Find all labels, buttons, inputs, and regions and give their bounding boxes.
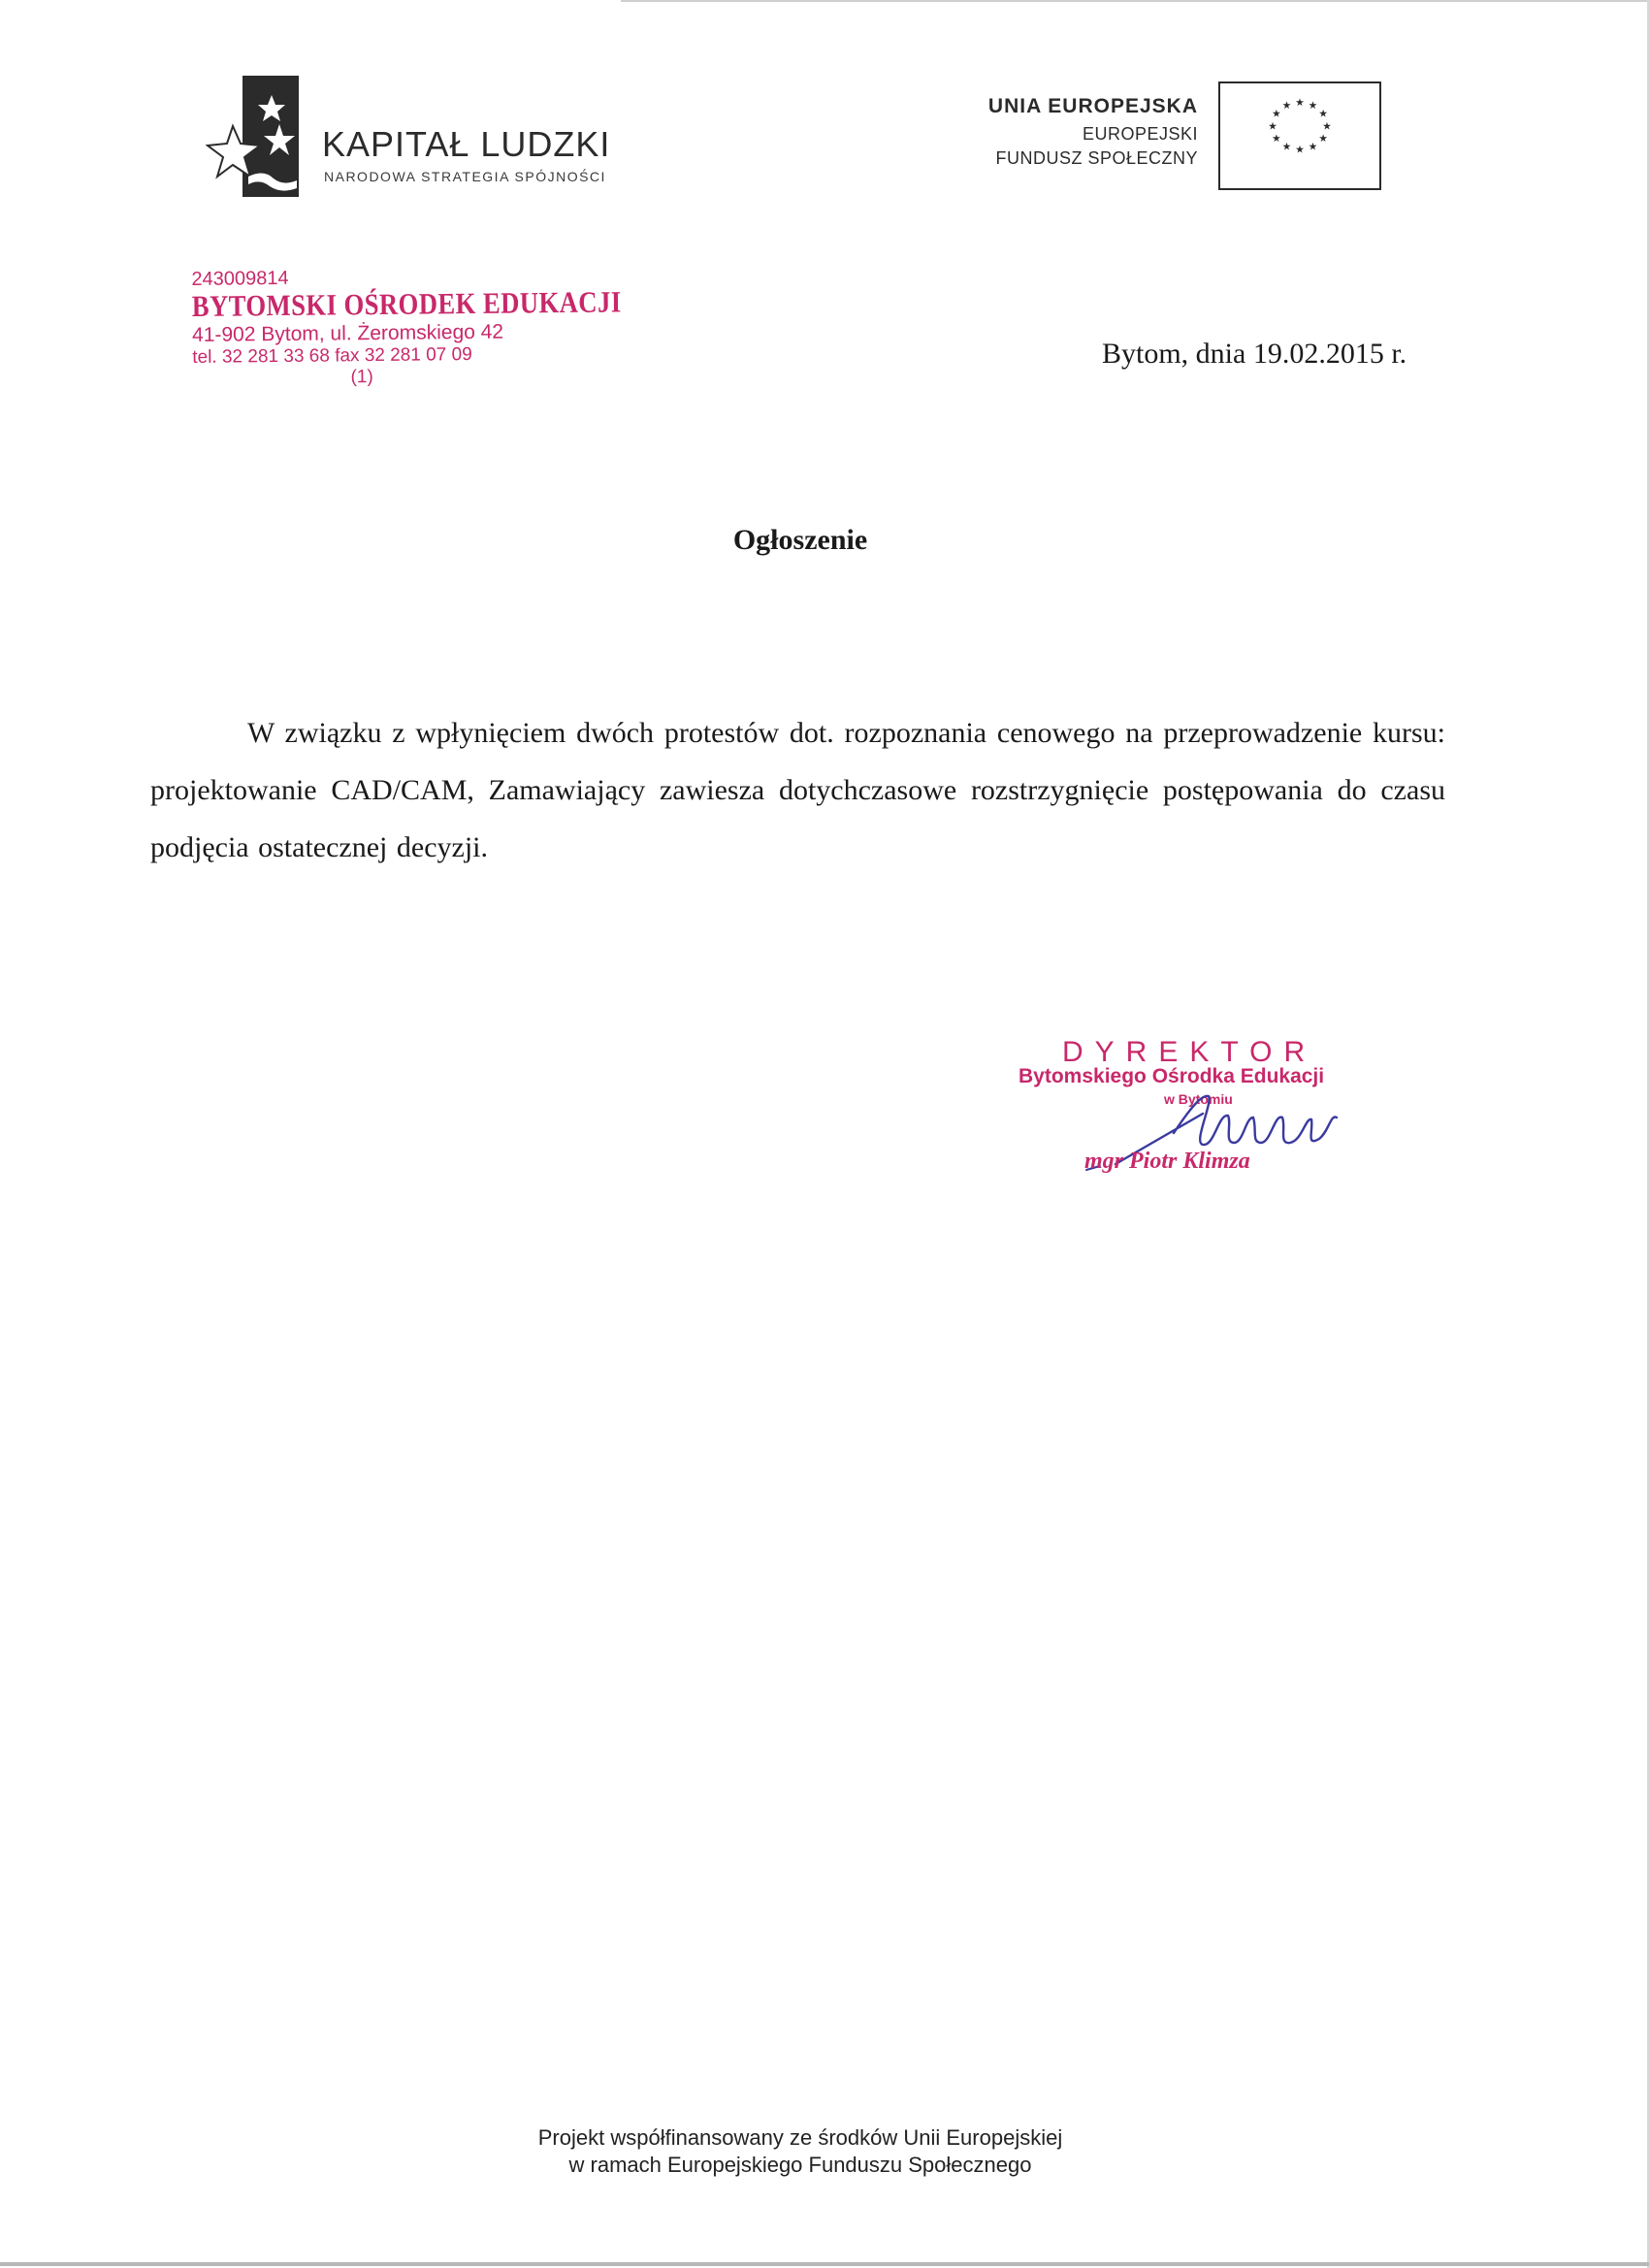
kapital-ludzki-subtitle: NARODOWA STRATEGIA SPÓJNOŚCI — [324, 169, 606, 184]
stamp-regon: 243009814 — [191, 267, 289, 290]
kapital-ludzki-mark-icon — [206, 76, 317, 197]
scan-edge-bottom — [0, 2262, 1649, 2266]
footer — [0, 2124, 1600, 2179]
svg-text:★: ★ — [1272, 108, 1281, 120]
stamp-number: (1) — [350, 367, 373, 388]
svg-text:★: ★ — [1295, 144, 1305, 156]
eu-logo-text — [988, 95, 1198, 169]
svg-text:★: ★ — [1268, 120, 1277, 133]
institution-stamp — [191, 265, 622, 390]
director-stamp-organization: Bytomskiego Ośrodka Edukacji — [1018, 1065, 1325, 1087]
svg-text:★: ★ — [1281, 100, 1292, 113]
svg-text:★: ★ — [1308, 100, 1318, 113]
stamp-institution-name: BYTOMSKI OŚRODEK EDUKACJI — [191, 284, 622, 323]
svg-text:★: ★ — [1272, 132, 1281, 145]
eu-flag-icon — [1218, 81, 1381, 190]
svg-text:★: ★ — [1295, 97, 1305, 110]
document-title: Ogłoszenie — [732, 524, 868, 556]
kapital-ludzki-title: KAPITAŁ LUDZKI — [322, 124, 611, 164]
director-stamp — [1009, 1036, 1416, 1201]
svg-text:★: ★ — [1318, 132, 1328, 145]
svg-text:★: ★ — [1322, 120, 1332, 133]
stamp-phone: tel. 32 281 33 68 fax 32 281 07 09 — [192, 343, 472, 368]
body-paragraph: W związku z wpłynięciem dwóch protestów dot. rozpoznania cenowego na przeprowadzenie kursu: projektowanie CAD/CAM, Zamawiający zawiesza dotychczasowe rozstrzygnięcie postępowania do czasu podjęcia ostatecznej decyzji. — [150, 717, 1445, 863]
scan-edge-top — [621, 0, 1649, 2]
eu-logo-line3: FUNDUSZ SPOŁECZNY — [995, 148, 1198, 168]
director-stamp-title: DYREKTOR — [1062, 1036, 1317, 1068]
eu-logo-line2: EUROPEJSKI — [1082, 124, 1198, 144]
director-stamp-city: w Bytomiu — [1164, 1091, 1233, 1107]
stamp-address: 41-902 Bytom, ul. Żeromskiego 42 — [191, 320, 504, 346]
footer-line1: Projekt współfinansowany ze środków Unii Europejskiej — [537, 2125, 1063, 2150]
footer-line2: w ramach Europejskiego Funduszu Społecznego — [568, 2153, 1032, 2177]
document-date: Bytom, dnia 19.02.2015 r. — [1102, 338, 1407, 370]
eu-logo-line1: UNIA EUROPEJSKA — [987, 95, 1198, 117]
svg-text:★: ★ — [1308, 141, 1318, 153]
svg-text:★: ★ — [1281, 141, 1292, 153]
director-stamp-name: mgr Piotr Klimza — [1084, 1149, 1250, 1174]
svg-text:★: ★ — [1318, 108, 1328, 120]
kapital-ludzki-logo — [206, 76, 613, 202]
